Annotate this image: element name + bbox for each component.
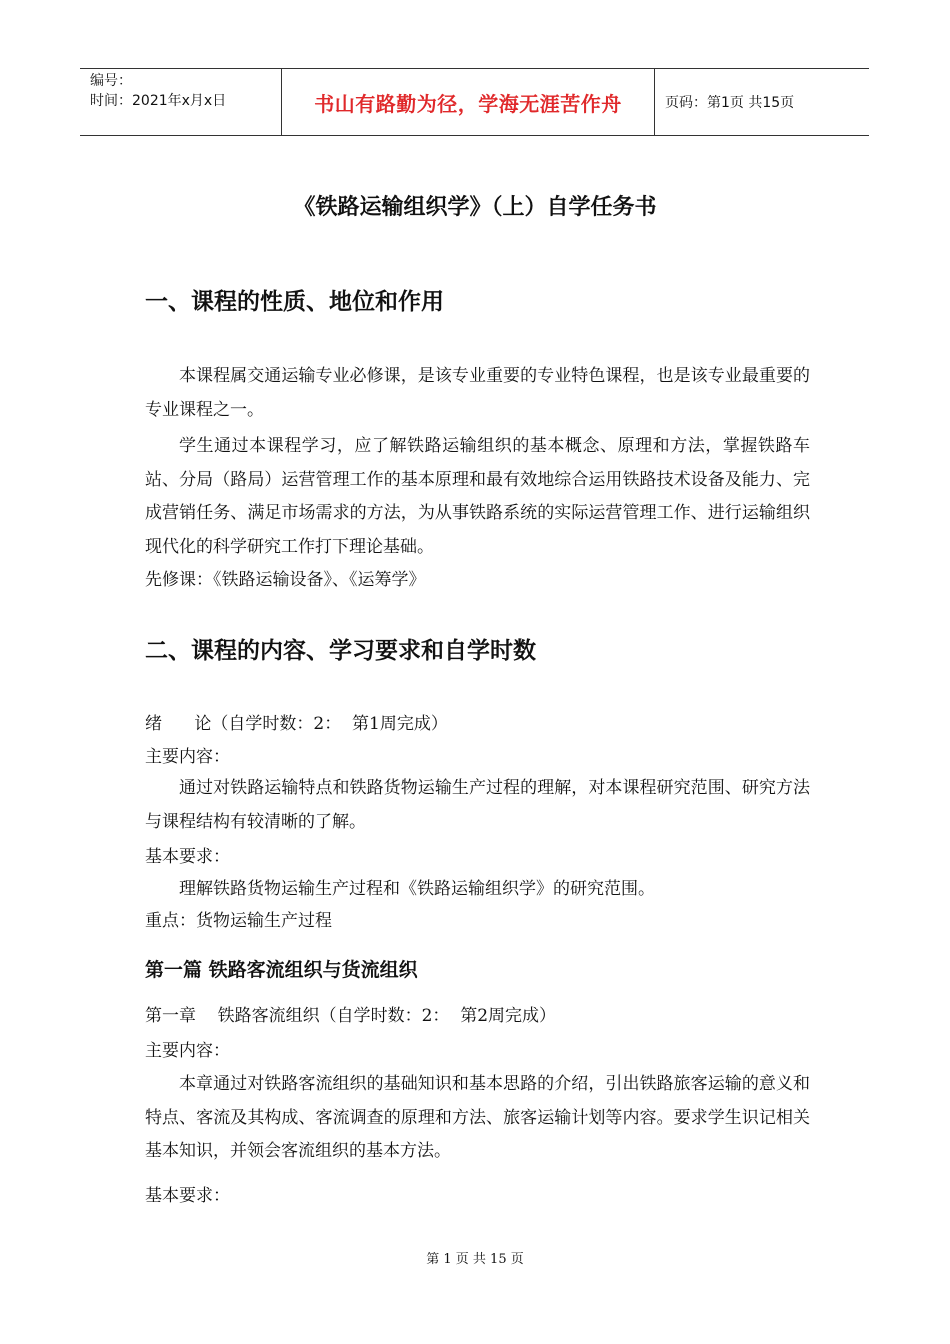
date-label: 时间：2021年x月x日	[90, 93, 227, 109]
header-page-info: 页码：第1页 共15页	[665, 95, 795, 111]
intro-req-text: 理解铁路货物运输生产过程和《铁路运输组织学》的研究范围。	[179, 879, 655, 899]
chapter1-main-label: 主要内容：	[145, 1041, 230, 1061]
intro-req-label: 基本要求：	[145, 847, 230, 867]
prerequisite-line: 先修课：《铁路运输设备》、《运筹学》	[145, 570, 426, 590]
page-header	[80, 68, 869, 136]
header-motto-cell	[281, 69, 655, 135]
header-meta	[80, 69, 281, 135]
header-motto: 书山有路勤为径，学海无涯苦作舟	[314, 91, 622, 116]
intro-main-label: 主要内容：	[145, 747, 230, 767]
intro-key-point: 重点：货物运输生产过程	[145, 911, 332, 931]
section1-paragraph-1: 本课程属交通运输专业必修课，是该专业重要的专业特色课程，也是该专业最重要的专业课程之一。	[145, 366, 810, 420]
section1-heading: 一、课程的性质、地位和作用	[145, 289, 444, 315]
chapter1-title: 第一章 铁路客流组织（自学时数：2： 第2周完成）	[145, 1006, 557, 1026]
intro-title: 绪 论（自学时数：2： 第1周完成）	[145, 714, 448, 734]
document-title: 《铁路运输组织学》（上）自学任务书	[293, 195, 657, 220]
intro-main-text: 通过对铁路运输特点和铁路货物运输生产过程的理解，对本课程研究范围、研究方法与课程结构有较清晰的了解。	[145, 778, 810, 832]
page-footer: 第 1 页 共 15 页	[426, 1252, 524, 1267]
section1-paragraph-2: 学生通过本课程学习，应了解铁路运输组织的基本概念、原理和方法，掌握铁路车站、分局（路局）运营管理工作的基本原理和最有效地综合运用铁路技术设备及能力、完成营销任务、满足市场需求的方法，为从事铁路系统的实际运营管理工作、进行运输组织现代化的科学研究工作打下理论基础。	[145, 436, 810, 557]
chapter1-main-text: 本章通过对铁路客流组织的基础知识和基本思路的介绍，引出铁路旅客运输的意义和特点、客流及其构成、客流调查的原理和方法、旅客运输计划等内容。要求学生识记相关基本知识，并领会客流组织的基本方法。	[145, 1074, 810, 1161]
chapter1-req-label: 基本要求：	[145, 1186, 230, 1206]
number-label: 编号：	[90, 73, 132, 89]
section2-heading: 二、课程的内容、学习要求和自学时数	[145, 638, 536, 664]
part1-heading: 第一篇 铁路客流组织与货流组织	[145, 959, 418, 981]
